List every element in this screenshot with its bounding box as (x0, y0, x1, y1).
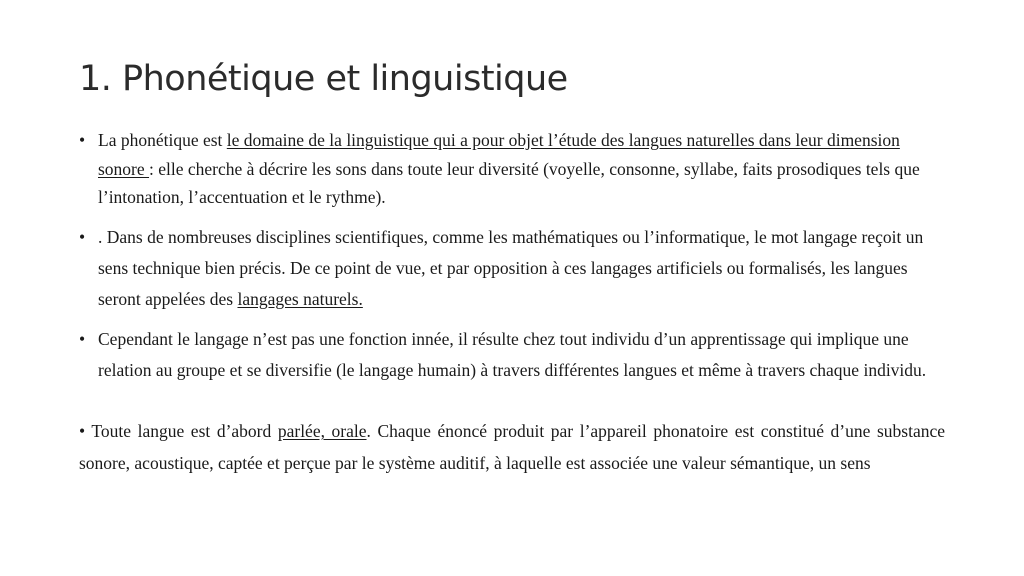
paragraph-text: Toute langue est d’abord (91, 421, 278, 441)
paragraph-text: . Chaque énoncé produit par l’appareil phonatoire est constitué d’une substance sonore, acoustique, captée et perçue par le système auditif, à laquelle est associée une valeur sémantique, un sens (79, 421, 946, 473)
underlined-definition: le domaine de la linguistique qui a pour objet l’étude des langues naturelles dans leur dimension sonore (98, 130, 900, 179)
paragraph-text: . Dans de nombreuses disciplines scientifiques, comme les mathématiques ou l’informatique, le mot langage reçoit un sens technique bien précis. De ce point de vue, et par opposition à ces langages artificiels ou formalisés, les langues seront appelées des (98, 227, 924, 309)
underlined-term: langages naturels. (237, 289, 363, 309)
underlined-term: parlée, orale (277, 421, 367, 441)
paragraph-langue-orale (79, 416, 945, 479)
bullet-paragraph-langage (79, 222, 945, 315)
bullet-paragraph-phonetique (79, 126, 945, 212)
slide-title: 1. Phonétique et linguistique (79, 59, 568, 99)
paragraph-text: La phonétique est (98, 130, 227, 150)
bullet-icon: • (79, 421, 86, 441)
paragraph-text: : elle cherche à décrire les sons dans toute leur diversité (voyelle, consonne, syllabe, faits prosodiques tels que l’intonation, l’accentuation et le rythme). (98, 158, 920, 207)
bullet-icon: • (79, 130, 86, 150)
bullet-icon: • (79, 227, 86, 247)
paragraph-text: Cependant le langage n’est pas une fonction innée, il résulte chez tout individu d’un apprentissage qui implique une relation au groupe et se diversifie (le langage humain) à travers différentes langues et même à travers chaque individu. (98, 329, 927, 380)
bullet-icon: • (79, 329, 86, 349)
bullet-paragraph-apprentissage (79, 324, 945, 386)
